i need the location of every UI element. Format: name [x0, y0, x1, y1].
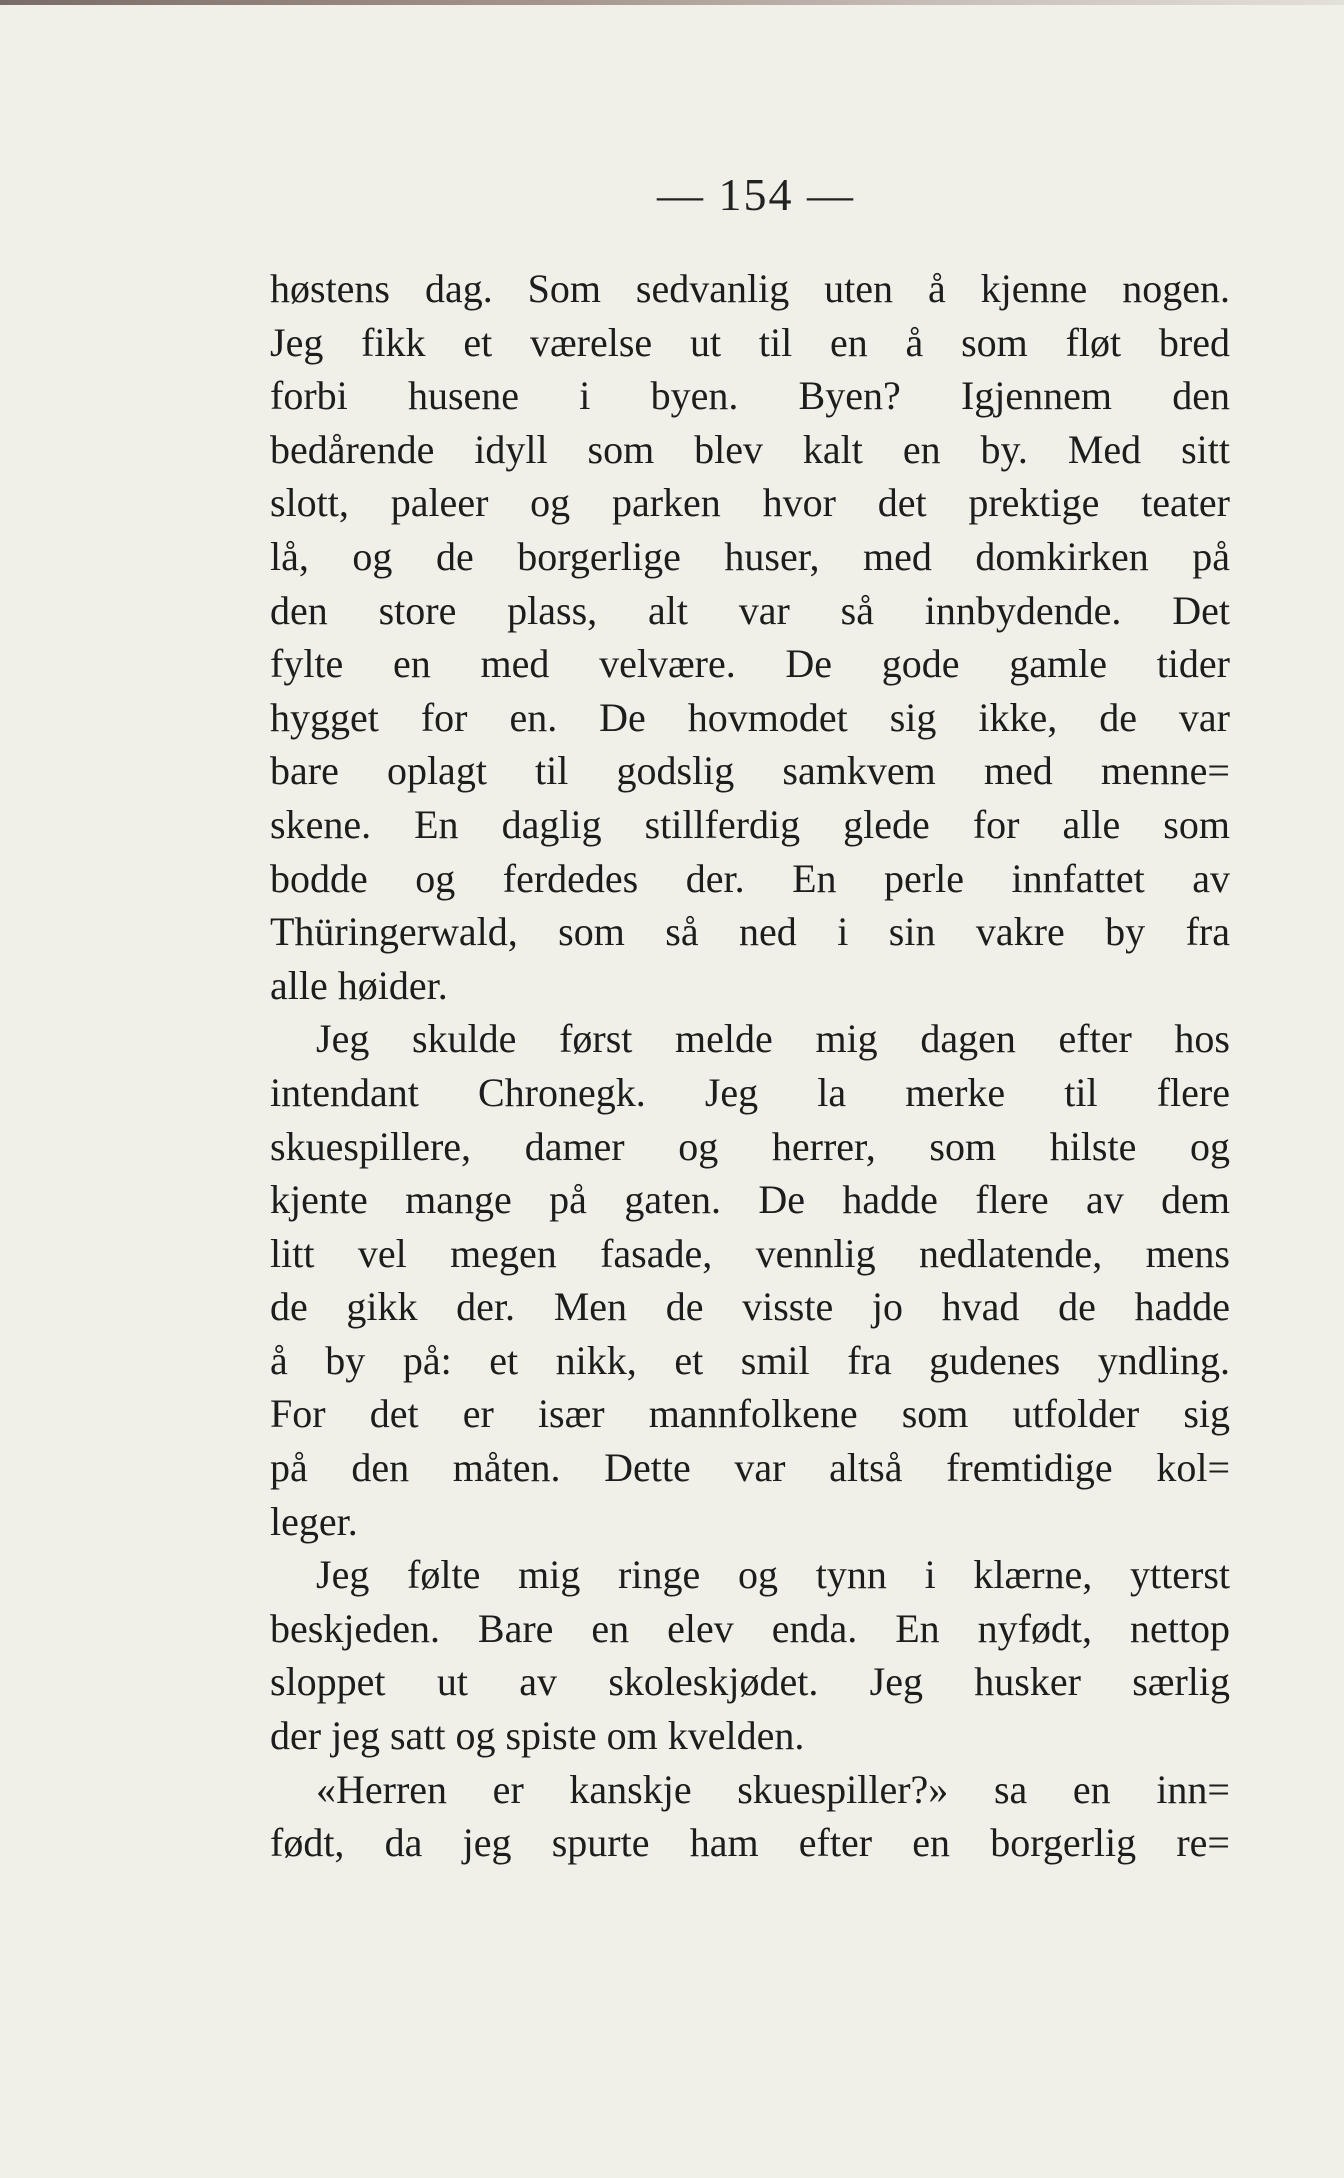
text-line: på den måten. Dette var altså fremtidige kol= [270, 1445, 1230, 1491]
text-line: forbi husene i byen. Byen? Igjennem den [270, 373, 1230, 419]
text-line: Jeg fikk et værelse ut til en å som fløt bred [270, 319, 1230, 365]
body-text [270, 262, 1230, 1870]
text-line: intendant Chronegk. Jeg la merke til flere [270, 1069, 1230, 1115]
text-line: sloppet ut av skoleskjødet. Jeg husker særlig [270, 1659, 1230, 1705]
text-line: født, da jeg spurte ham efter en borgerlig re= [270, 1820, 1230, 1866]
text-line: bare oplagt til godslig samkvem med menne= [270, 748, 1230, 794]
text-line: der jeg satt og spiste om kvelden. [270, 1713, 805, 1759]
text-line: Thüringerwald, som så ned i sin vakre by fra [270, 909, 1230, 955]
text-line: Jeg følte mig ringe og tynn i klærne, ytterst [316, 1552, 1230, 1598]
text-line: å by på: et nikk, et smil fra gudenes yndling. [270, 1337, 1230, 1383]
text-line: skene. En daglig stillferdig glede for alle som [270, 801, 1230, 847]
text-line: kjente mange på gaten. De hadde flere av dem [270, 1177, 1230, 1223]
text-line: «Herren er kanskje skuespiller?» sa en inn= [316, 1766, 1230, 1812]
page-top-edge [0, 0, 1344, 5]
text-line: den store plass, alt var så innbydende. Det [270, 587, 1230, 633]
text-line: hygget for en. De hovmodet sig ikke, de var [270, 694, 1230, 740]
text-line: litt vel megen fasade, vennlig nedlatende, mens [270, 1230, 1230, 1276]
text-line: beskjeden. Bare en elev enda. En nyfødt, nettop [270, 1605, 1230, 1651]
text-line: fylte en med velvære. De gode gamle tider [270, 641, 1230, 687]
text-line: leger. [270, 1498, 358, 1544]
text-line: bodde og ferdedes der. En perle innfattet av [270, 855, 1230, 901]
text-line: Jeg skulde først melde mig dagen efter hos [316, 1016, 1230, 1062]
text-line: skuespillere, damer og herrer, som hilste og [270, 1123, 1230, 1169]
text-line: alle høider. [270, 962, 448, 1008]
text-line: høstens dag. Som sedvanlig uten å kjenne nogen. [270, 266, 1230, 311]
page-number: — 154 — [657, 169, 855, 220]
text-line: lå, og de borgerlige huser, med domkirken på [270, 533, 1230, 579]
text-line: slott, paleer og parken hvor det prektige teater [270, 480, 1230, 526]
text-line: de gikk der. Men de visste jo hvad de hadde [270, 1284, 1230, 1330]
text-line: bedårende idyll som blev kalt en by. Med sitt [270, 426, 1230, 472]
text-line: For det er især mannfolkene som utfolder sig [270, 1391, 1230, 1437]
